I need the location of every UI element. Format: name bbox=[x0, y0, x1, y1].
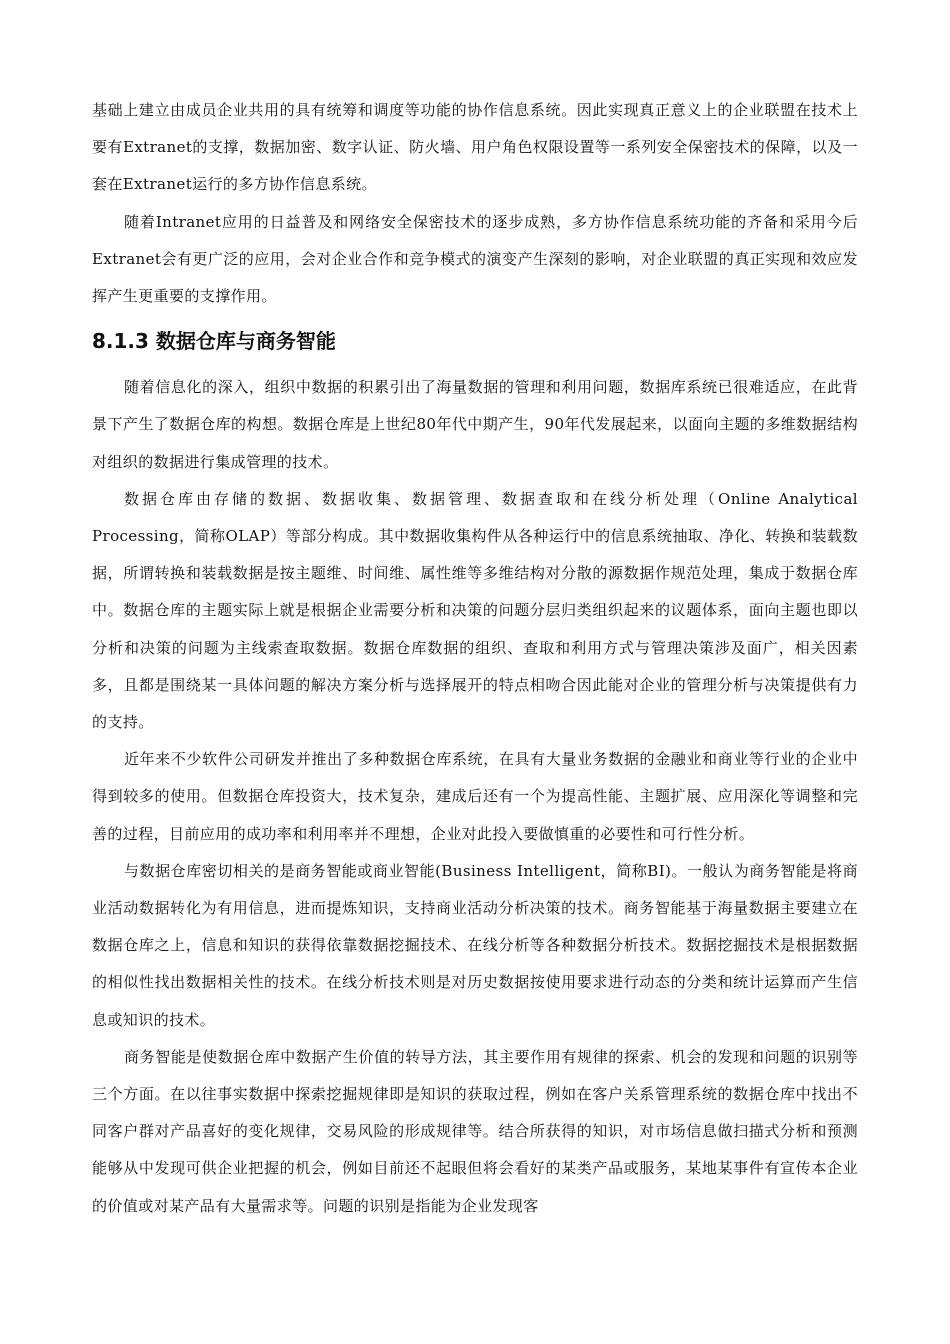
body-paragraph: 随着Intranet应用的日益普及和网络安全保密技术的逐步成熟，多方协作信息系统功能的齐备和采用今后Extranet会有更广泛的应用，会对企业合作和竞争模式的演变产生深刻的影响，对企业联盟的真正实现和效应发挥产生更重要的支撑作用。 bbox=[92, 212, 858, 306]
body-paragraph: 商务智能是使数据仓库中数据产生价值的转导方法，其主要作用有规律的探索、机会的发现和问题的识别等三个方面。在以往事实数据中探索挖掘规律即是知识的获取过程，例如在客户关系管理系统的数据仓库中找出不同客户群对产品喜好的变化规律，交易风险的形成规律等。结合所获得的知识，对市场信息做扫描式分析和预测能够从中发现可供企业把握的机会，例如目前还不起眼但将会看好的某类产品或服务，某地某事件有宣传本企业的价值或对某产品有大量需求等。问题的识别是指能为企业发现客 bbox=[92, 1047, 858, 1215]
body-paragraph: 随着信息化的深入，组织中数据的积累引出了海量数据的管理和利用问题，数据库系统已很难适应，在此背景下产生了数据仓库的构想。数据仓库是上世纪80年代中期产生，90年代发展起来，以面向主题的多维数据结构对组织的数据进行集成管理的技术。 bbox=[92, 378, 858, 471]
document-page bbox=[92, 92, 858, 1225]
body-paragraph: 与数据仓库密切相关的是商务智能或商业智能(Business Intelligent，简称BI)。一般认为商务智能是将商业活动数据转化为有用信息，进而提炼知识，支持商业活动分析决策的技术。商务智能基于海量数据主要建立在数据仓库之上，信息和知识的获得依靠数据挖掘技术、在线分析等各种数据分析技术。数据挖掘技术是根据数据的相似性找出数据相关性的技术。在线分析技术则是对历史数据按使用要求进行动态的分类和统计运算而产生信息或知识的技术。 bbox=[92, 861, 858, 1029]
section-heading: 8.1.3 数据仓库与商务智能 bbox=[92, 329, 336, 354]
body-paragraph: 基础上建立由成员企业共用的具有统筹和调度等功能的协作信息系统。因此实现真正意义上的企业联盟在技术上要有Extranet的支撑，数据加密、数字认证、防火墙、用户角色权限设置等一系列安全保密技术的保障，以及一套在Extranet运行的多方协作信息系统。 bbox=[92, 101, 858, 194]
body-paragraph: 近年来不少软件公司研发并推出了多种数据仓库系统，在具有大量业务数据的金融业和商业等行业的企业中得到较多的使用。但数据仓库投资大，技术复杂，建成后还有一个为提高性能、主题扩展、应用深化等调整和完善的过程，目前应用的成功率和利用率并不理想，企业对此投入要做慎重的必要性和可行性分析。 bbox=[92, 750, 858, 843]
body-paragraph: 数据仓库由存储的数据、数据收集、数据管理、数据查取和在线分析处理（Online Analytical Processing，简称OLAP）等部分构成。其中数据收集构件从各种运行中的信息系统抽取、净化、转换和装载数据，所谓转换和装载数据是按主题维、时间维、属性维等多维结构对分散的源数据作规范处理，集成于数据仓库中。数据仓库的主题实际上就是根据企业需要分析和决策的问题分层归类组织起来的议题体系，面向主题也即以分析和决策的问题为主线索查取数据。数据仓库数据的组织、查取和利用方式与管理决策涉及面广，相关因素多，且都是围绕某一具体问题的解决方案分析与选择展开的特点相吻合因此能对企业的管理分析与决策提供有力的支持。 bbox=[92, 489, 858, 732]
